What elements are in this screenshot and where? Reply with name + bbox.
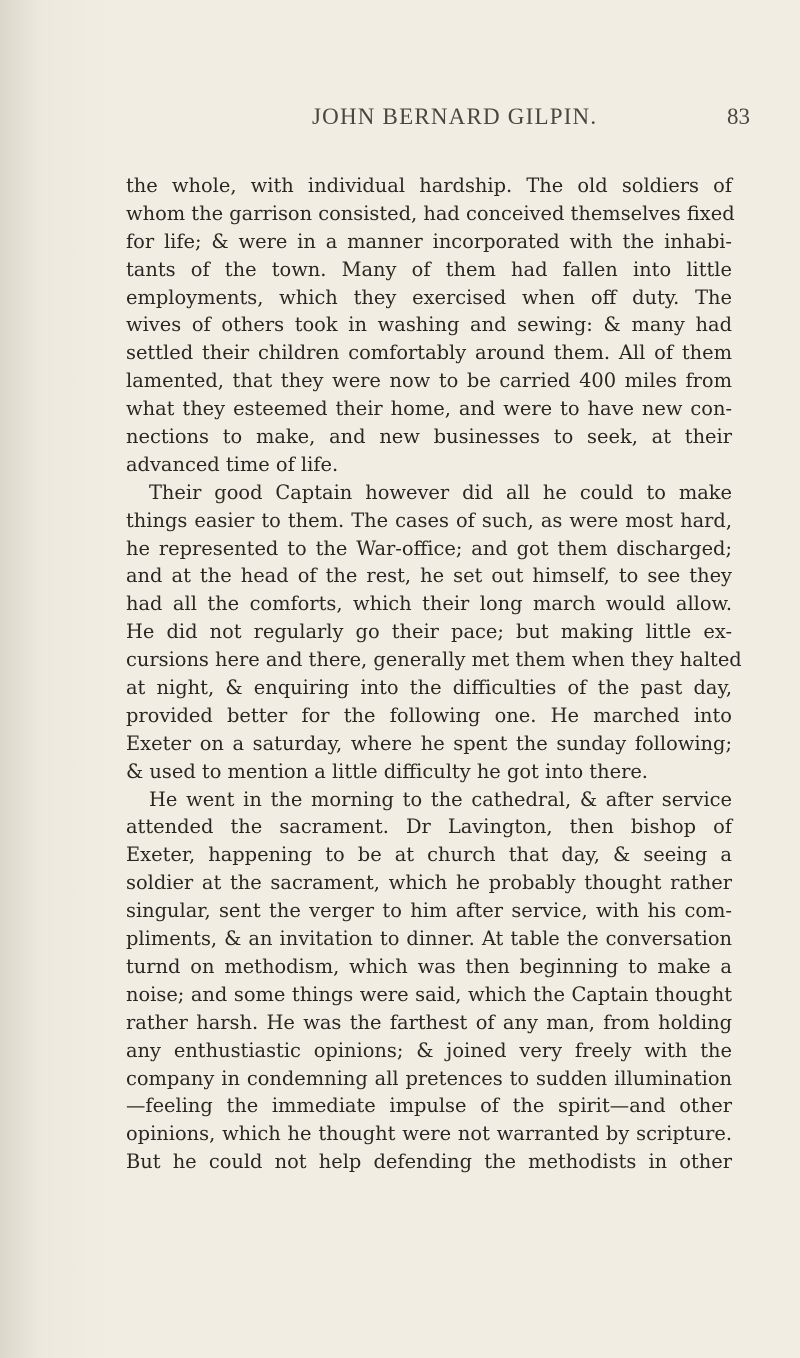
text-line: rather harsh. He was the farthest of any man, from holding <box>126 1010 732 1034</box>
text-line: turnd on methodism, which was then beginning to make a <box>126 954 732 978</box>
text-line: soldier at the sacrament, which he probably thought rather <box>126 871 732 895</box>
text-line: and at the head of the rest, he set out himself, to see they <box>126 564 732 588</box>
text-line: nections to make, and new businesses to seek, at their <box>126 425 732 449</box>
text-line: Exeter, happening to be at church that day, & seeing a <box>126 843 732 867</box>
running-title: JOHN BERNARD GILPIN. <box>312 104 598 129</box>
text-line: settled their children comfortably around them. All of them <box>126 341 732 365</box>
text-line: He did not regularly go their pace; but making little ex- <box>126 620 732 644</box>
text-line: He went in the morning to the cathedral, & after service <box>149 787 732 811</box>
text-line: singular, sent the verger to him after service, with his com- <box>126 899 732 923</box>
text-line: Exeter on a saturday, where he spent the sunday following; <box>126 731 732 755</box>
text-line: But he could not help defending the methodists in other <box>126 1150 732 1174</box>
text-line: he represented to the War-office; and got them discharged; <box>126 536 732 560</box>
text-line: —feeling the immediate impulse of the spirit—and other <box>126 1094 732 1118</box>
text-line: employments, which they exercised when off duty. The <box>126 285 732 309</box>
body-text <box>126 172 742 1176</box>
text-line: advanced time of life. <box>126 452 339 476</box>
text-line: cursions here and there, generally met them when they halted <box>126 648 742 672</box>
page-header <box>0 104 800 144</box>
text-line: whom the garrison consisted, had conceived themselves fixed <box>126 201 735 225</box>
text-line: Their good Captain however did all he could to make <box>149 480 732 504</box>
text-line: had all the comforts, which their long march would allow. <box>126 592 732 616</box>
text-line: the whole, with individual hardship. The old soldiers of <box>126 174 732 197</box>
text-line: opinions, which he thought were not warranted by scripture. <box>126 1122 732 1146</box>
page-number: 83 <box>727 104 750 129</box>
text-line: wives of others took in washing and sewing: & many had <box>126 313 732 337</box>
text-line: pliments, & an invitation to dinner. At table the conversation <box>126 927 732 951</box>
text-line: any enthustiastic opinions; & joined very freely with the <box>126 1038 732 1062</box>
text-line: at night, & enquiring into the difficulties of the past day, <box>126 676 732 700</box>
text-line: what they esteemed their home, and were to have new con- <box>126 397 732 421</box>
text-line: noise; and some things were said, which the Captain thought <box>126 982 732 1006</box>
text-line: company in condemning all pretences to sudden illumination <box>126 1066 732 1090</box>
text-line: for life; & were in a manner incorporated with the inhabi- <box>126 229 732 253</box>
text-line: & used to mention a little difficulty he got into there. <box>126 759 648 783</box>
text-line: tants of the town. Many of them had fallen into little <box>126 257 732 281</box>
text-line: lamented, that they were now to be carried 400 miles from <box>126 369 732 393</box>
text-line: things easier to them. The cases of such, as were most hard, <box>126 508 732 532</box>
text-line: provided better for the following one. He marched into <box>126 703 732 727</box>
text-line: attended the sacrament. Dr Lavington, then bishop of <box>126 815 732 839</box>
